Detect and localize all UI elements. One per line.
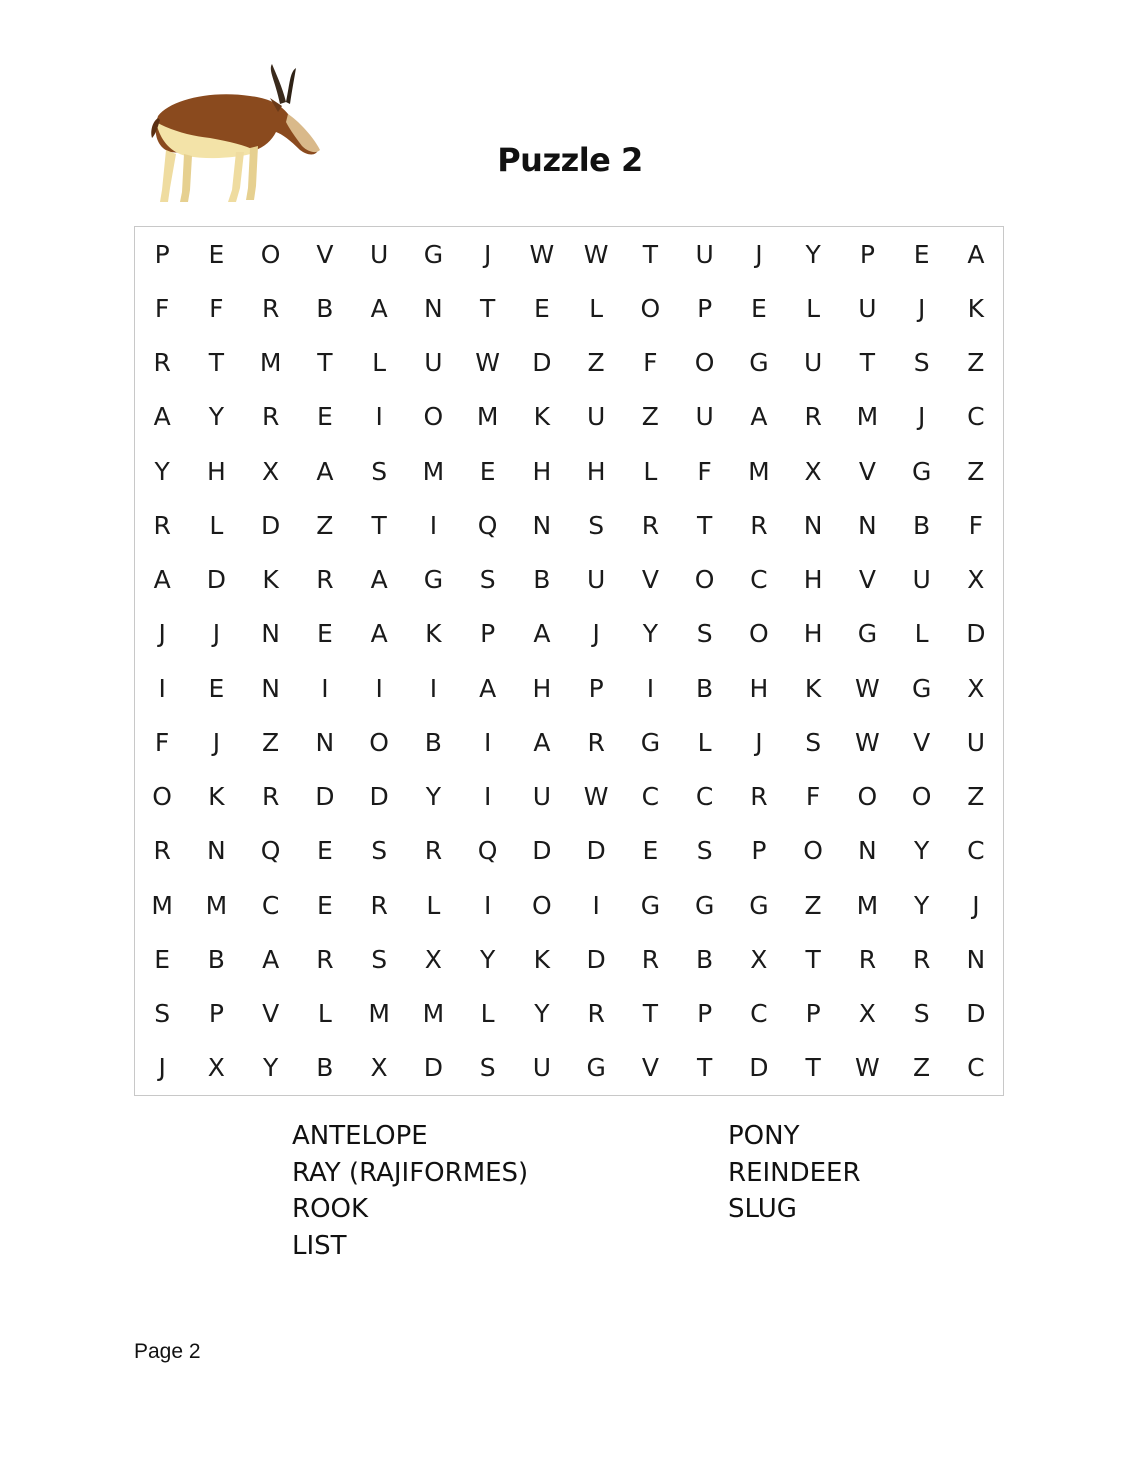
grid-letter: H [803,565,823,595]
grid-letter: Y [805,239,821,269]
grid-letter: N [207,836,226,866]
grid-letter: D [260,510,281,540]
grid-letter: D [966,619,986,649]
grid-letter: M [422,999,445,1029]
grid-letter: M [476,402,499,432]
grid-letter: F [643,348,658,378]
grid-letter: X [804,456,822,486]
grid-letter: I [375,673,383,703]
grid-letter: Y [425,782,442,812]
grid-letter: A [370,565,388,595]
grid-letter: H [749,673,769,703]
grid-letter: Y [534,999,550,1029]
grid-letter: U [369,239,389,269]
grid-letter: Q [477,510,498,540]
grid-letter: Z [913,1053,931,1083]
word-list-column-1 [292,1118,528,1264]
grid-letter: O [857,782,878,812]
grid-letter: S [371,944,388,974]
grid-letter: G [749,890,769,920]
grid-letter: I [483,890,492,920]
grid-letter: L [643,456,658,486]
grid-letter: U [586,565,606,595]
grid-letter: H [532,456,552,486]
word-list-item: SLUG [728,1194,797,1224]
grid-letter: R [641,510,660,540]
grid-letter: L [697,727,712,757]
grid-letter: K [533,944,551,974]
grid-letter: L [589,293,604,323]
grid-letter: U [424,348,443,378]
grid-letter: U [803,348,823,378]
grid-letter: V [913,727,931,757]
grid-letter: T [696,510,713,540]
grid-letter: Z [641,402,659,432]
grid-letter: Q [477,836,498,866]
grid-letter: O [369,727,389,757]
grid-letter: S [696,836,713,866]
grid-letter: R [912,944,931,974]
grid-letter: X [207,1053,225,1083]
grid-letter: D [749,1053,769,1083]
word-list-column-2 [728,1118,861,1228]
word-list-item: ANTELOPE [292,1121,428,1151]
grid-letter: R [261,782,280,812]
grid-letter: S [371,456,388,486]
grid-letter: U [532,782,552,812]
grid-letter: K [804,673,822,703]
grid-letter: R [261,402,280,432]
grid-letter: L [480,999,495,1029]
grid-letter: G [911,673,932,703]
grid-letter: Y [262,1053,279,1083]
grid-letter: Z [262,727,280,757]
grid-letter: U [586,402,606,432]
grid-letter: C [967,836,985,866]
grid-letter: S [913,348,930,378]
grid-letter: G [423,239,444,269]
grid-letter: K [262,565,279,595]
grid-letter: M [748,456,770,486]
grid-letter: R [804,402,822,432]
grid-letter: O [260,239,281,269]
grid-letter: A [153,565,171,595]
grid-letter: P [480,619,496,649]
grid-letter: F [209,293,224,323]
grid-letter: B [424,727,442,757]
grid-letter: M [422,456,445,486]
grid-letter: I [483,727,492,757]
grid-letter: K [533,402,551,432]
grid-letter: N [261,619,280,649]
grid-letter: M [205,890,228,920]
grid-letter: R [750,510,768,540]
grid-letter: S [371,836,388,866]
grid-letter: M [856,890,879,920]
grid-letter: L [209,510,224,540]
grid-letter: Y [642,619,659,649]
grid-letter: P [697,293,713,323]
grid-letter: L [806,293,821,323]
grid-letter: U [966,727,986,757]
grid-letter: K [425,619,442,649]
grid-letter: F [154,727,170,757]
word-list-item: REINDEER [728,1157,861,1188]
grid-letter: A [370,293,388,323]
grid-letter: X [967,673,985,703]
grid-letter: A [967,239,985,269]
grid-letter: H [532,673,552,703]
grid-letter: E [316,890,333,920]
grid-letter: G [694,890,715,920]
grid-letter: O [423,402,444,432]
grid-letter: S [154,999,171,1029]
grid-letter: J [917,402,926,432]
grid-letter: B [696,944,714,974]
grid-letter: V [262,999,280,1029]
grid-letter: R [858,944,877,974]
grid-letter: J [755,239,763,269]
grid-letter: N [532,510,552,540]
grid-letter: O [803,836,823,866]
grid-letter: J [212,619,221,649]
grid-letter: V [316,239,334,269]
grid-letter: H [586,456,606,486]
grid-letter: A [153,402,171,432]
grid-letter: N [261,673,280,703]
grid-letter: G [857,619,878,649]
grid-letter: S [479,565,496,595]
grid-letter: Z [587,348,605,378]
grid-letter: P [588,673,604,703]
grid-letter: U [532,1053,552,1083]
grid-letter: S [913,999,930,1029]
grid-letter: D [423,1053,443,1083]
grid-letter: B [316,293,334,323]
grid-letter: C [261,890,280,920]
grid-letter: A [533,619,551,649]
grid-letter: W [855,673,880,703]
grid-letter: O [640,293,661,323]
grid-letter: R [316,565,334,595]
grid-letter: D [586,836,606,866]
grid-letter: P [805,999,821,1029]
grid-letter: G [911,456,932,486]
grid-letter: J [212,727,221,757]
grid-letter: E [316,402,333,432]
grid-letter: J [972,890,980,920]
grid-letter: X [967,565,985,595]
grid-letter: L [372,348,387,378]
grid-letter: O [532,890,552,920]
grid-letter: P [697,999,713,1029]
grid-letter: D [532,348,552,378]
grid-letter: J [158,1053,166,1083]
grid-letter: X [370,1053,388,1083]
grid-letter: S [479,1053,496,1083]
grid-letter: O [694,565,715,595]
word-search-grid [134,226,1004,1096]
grid-letter: S [805,727,822,757]
grid-letter: T [859,348,876,378]
page-number: Page 2 [134,1340,201,1363]
grid-letter: G [423,565,444,595]
grid-letter: L [914,619,929,649]
grid-letter: U [858,293,877,323]
grid-letter: D [586,944,606,974]
grid-letter: D [966,999,986,1029]
grid-letter: I [483,782,492,812]
grid-letter: F [968,510,984,540]
grid-letter: Y [913,836,930,866]
grid-letter: E [533,293,550,323]
word-list-item: LIST [292,1230,347,1261]
grid-letter: P [154,239,170,269]
grid-letter: R [153,348,171,378]
grid-letter: I [592,890,600,920]
grid-letter: R [370,890,388,920]
grid-letter: I [375,402,383,432]
grid-letter: M [151,890,173,920]
grid-letter: N [803,510,823,540]
grid-letter: W [529,239,555,269]
grid-letter: W [855,727,880,757]
grid-letter: S [696,619,713,649]
grid-letter: O [749,619,769,649]
grid-letter: A [262,944,280,974]
grid-letter: E [154,944,171,974]
grid-letter: V [641,1053,659,1083]
grid-letter: W [475,348,500,378]
grid-letter: D [532,836,552,866]
grid-letter: J [158,619,166,649]
grid-letter: O [911,782,932,812]
grid-letter: R [424,836,443,866]
grid-letter: T [479,293,496,323]
grid-letter: R [153,510,171,540]
grid-letter: Y [154,456,170,486]
grid-letter: I [429,510,438,540]
grid-letter: H [803,619,823,649]
grid-letter: A [316,456,334,486]
grid-letter: R [641,944,660,974]
grid-letter: F [154,293,170,323]
grid-letter: L [317,999,332,1029]
grid-letter: Z [967,782,985,812]
word-list-item: PONY [728,1121,800,1151]
grid-letter: E [642,836,659,866]
grid-letter: S [588,510,605,540]
grid-letter: M [259,348,282,378]
grid-letter: T [642,999,659,1029]
grid-letter: C [967,402,985,432]
grid-letter: V [641,565,659,595]
grid-letter: U [695,239,714,269]
grid-letter: P [751,836,767,866]
grid-letter: F [697,456,712,486]
grid-letter: J [755,727,763,757]
grid-letter: H [206,456,226,486]
grid-letter: R [316,944,334,974]
grid-letter: C [967,1053,985,1083]
grid-letter: X [750,944,768,974]
grid-letter: N [966,944,986,974]
grid-letter: V [858,456,876,486]
grid-letter: E [208,239,225,269]
grid-letter: Z [967,456,985,486]
grid-letter: R [587,999,605,1029]
grid-letter: C [750,999,768,1029]
grid-letter: B [316,1053,334,1083]
grid-letter: R [153,836,171,866]
grid-letter: U [912,565,931,595]
grid-letter: D [315,782,335,812]
grid-letter: X [262,456,280,486]
grid-letter: B [207,944,225,974]
grid-letter: D [206,565,226,595]
grid-letter: T [642,239,659,269]
grid-letter: G [749,348,769,378]
grid-letter: J [592,619,600,649]
grid-letter: R [587,727,605,757]
grid-letter: R [750,782,768,812]
grid-letter: I [429,673,438,703]
grid-letter: N [858,510,877,540]
grid-letter: O [152,782,172,812]
grid-letter: K [967,293,985,323]
grid-letter: C [695,782,714,812]
grid-letter: E [316,836,333,866]
grid-letter: C [641,782,660,812]
grid-letter: W [583,782,609,812]
page-title: Puzzle 2 [497,141,643,179]
grid-letter: Q [260,836,281,866]
grid-letter: X [858,999,876,1029]
grid-letter: E [750,293,767,323]
grid-letter: A [750,402,768,432]
word-list-item: ROOK [292,1194,369,1224]
grid-letter: A [533,727,551,757]
grid-letter: W [583,239,609,269]
grid-letter: E [479,456,496,486]
grid-letter: C [750,565,768,595]
grid-letter: B [696,673,714,703]
grid-letter: N [424,293,443,323]
grid-letter: Z [804,890,822,920]
grid-letter: R [261,293,280,323]
grid-letter: Z [316,510,334,540]
grid-letter: T [371,510,387,540]
grid-letter: T [805,1053,821,1083]
grid-letter: I [158,673,166,703]
grid-letter: Y [913,890,930,920]
grid-letter: I [321,673,329,703]
antelope-illustration [140,60,330,210]
grid-letter: A [370,619,388,649]
grid-letter: E [316,619,333,649]
grid-letter: Z [967,348,985,378]
grid-letter: B [913,510,931,540]
grid-letter: P [208,999,224,1029]
grid-letter: L [426,890,441,920]
grid-letter: G [640,890,661,920]
grid-letter: N [315,727,335,757]
grid-letter: D [369,782,389,812]
grid-letter: T [805,944,821,974]
grid-letter: E [208,673,225,703]
grid-letter: F [805,782,821,812]
grid-letter: G [586,1053,606,1083]
word-list-item: RAY (RAJIFORMES) [292,1157,529,1188]
grid-letter: J [483,239,492,269]
grid-letter: Y [479,944,496,974]
grid-letter: K [208,782,225,812]
grid-letter: J [917,293,926,323]
grid-letter: I [646,673,655,703]
grid-letter: N [858,836,877,866]
grid-letter: P [859,239,875,269]
grid-letter: T [317,348,333,378]
grid-letter: W [855,1053,880,1083]
grid-letter: U [695,402,714,432]
grid-letter: E [913,239,930,269]
grid-letter: V [858,565,876,595]
grid-letter: Y [208,402,225,432]
grid-letter: M [856,402,879,432]
grid-letter: M [368,999,390,1029]
grid-letter: O [694,348,715,378]
grid-letter: G [640,727,661,757]
grid-letter: A [479,673,497,703]
grid-letter: B [533,565,551,595]
grid-letter: T [208,348,225,378]
grid-letter: X [424,944,442,974]
grid-letter: T [696,1053,713,1083]
